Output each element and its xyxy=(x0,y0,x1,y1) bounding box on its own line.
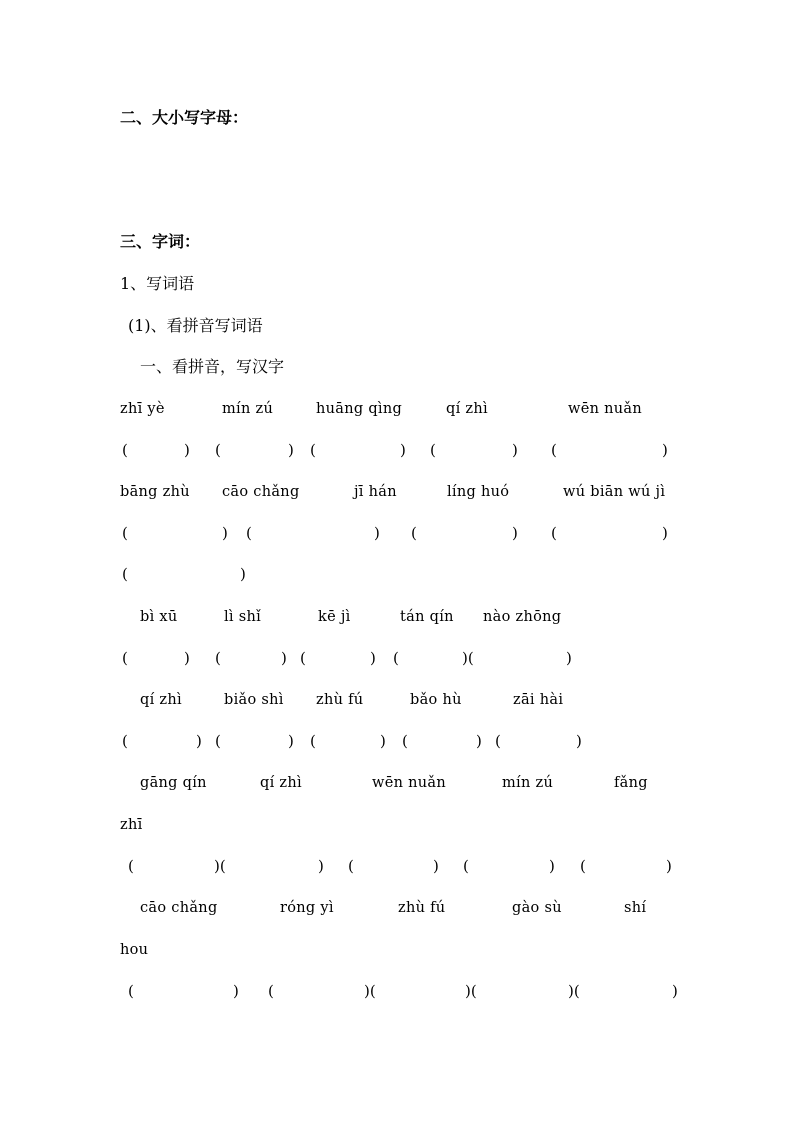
answer-bracket-line-extra xyxy=(0,559,794,589)
pinyin-word: mín zú xyxy=(222,401,274,417)
bracket-open: ( xyxy=(495,732,501,750)
pinyin-word: zhù fú xyxy=(398,900,446,916)
pinyin-line xyxy=(0,685,794,715)
pinyin-word: gào sù xyxy=(512,900,562,916)
pinyin-line xyxy=(0,394,794,424)
section2-heading-line xyxy=(0,103,794,133)
pinyin-word: bāng zhù xyxy=(120,484,190,500)
bracket-open: ( xyxy=(246,524,252,542)
bracket-open: ( xyxy=(122,649,128,667)
pinyin-word: cāo chǎng xyxy=(222,484,300,500)
pinyin-word: qí zhì xyxy=(260,775,302,791)
pinyin-word: biǎo shì xyxy=(224,692,284,708)
bracket-close: ) xyxy=(549,857,555,875)
pinyin-word: wēn nuǎn xyxy=(372,775,447,791)
bracket-open: ( xyxy=(463,857,469,875)
bracket-open: ( xyxy=(122,732,128,750)
item1-title: 1、写词语 xyxy=(120,274,195,293)
bracket-close: ) xyxy=(672,982,678,1000)
bracket-open: ( xyxy=(128,982,134,1000)
bracket-close: ) xyxy=(184,649,190,667)
bracket-open: ( xyxy=(393,649,399,667)
bracket-close: ) xyxy=(512,441,518,459)
bracket-open: ( xyxy=(310,441,316,459)
pinyin-line xyxy=(0,768,794,798)
bracket-close: ) xyxy=(222,524,228,542)
bracket-open: ( xyxy=(551,441,557,459)
pinyin-word: zhù fú xyxy=(316,692,364,708)
pinyin-word: huāng qìng xyxy=(316,401,403,417)
answer-bracket-line xyxy=(0,518,794,548)
pinyin-word: cāo chǎng xyxy=(140,900,218,916)
bracket-close: ) xyxy=(666,857,672,875)
section2-heading: 二、大小写字母： xyxy=(120,108,249,127)
bracket-close: ) xyxy=(400,441,406,459)
answer-bracket-line xyxy=(0,726,794,756)
pinyin-wrap-line xyxy=(0,810,794,840)
bracket-open: ( xyxy=(310,732,316,750)
pinyin-line xyxy=(0,602,794,632)
pinyin-word: lì shǐ xyxy=(224,609,262,625)
bracket-close: ) xyxy=(184,441,190,459)
bracket-close-open: )( xyxy=(214,857,226,875)
pinyin-word: nào zhōng xyxy=(483,609,562,625)
bracket-open: ( xyxy=(215,441,221,459)
pinyin-word: kē jì xyxy=(318,609,351,625)
pinyin-word: tán qín xyxy=(400,609,454,625)
bracket-close: ) xyxy=(196,732,202,750)
answer-bracket-line xyxy=(0,851,794,881)
pinyin-word-wrap: zhī xyxy=(120,817,143,833)
bracket-open: ( xyxy=(402,732,408,750)
bracket-close: ) xyxy=(576,732,582,750)
pinyin-line xyxy=(0,477,794,507)
pinyin-word: líng huó xyxy=(447,484,510,500)
bracket-close: ) xyxy=(566,649,572,667)
bracket-open: ( xyxy=(580,857,586,875)
sub-heading-line xyxy=(0,352,794,382)
bracket-open: ( xyxy=(300,649,306,667)
pinyin-word: mín zú xyxy=(502,775,554,791)
bracket-open: ( xyxy=(551,524,557,542)
pinyin-word: qí zhì xyxy=(446,401,488,417)
answer-bracket-line xyxy=(0,976,794,1006)
bracket-open: ( xyxy=(268,982,274,1000)
pinyin-word: jī hán xyxy=(354,484,397,500)
pinyin-word: shí xyxy=(624,900,647,916)
bracket-close: ) xyxy=(240,565,246,583)
bracket-open: ( xyxy=(215,649,221,667)
pinyin-wrap-line xyxy=(0,935,794,965)
pinyin-word: gāng qín xyxy=(140,775,207,791)
bracket-close: )( xyxy=(462,649,474,667)
item1-line xyxy=(0,269,794,299)
bracket-close: ) xyxy=(374,524,380,542)
bracket-open: ( xyxy=(122,565,128,583)
bracket-close: ) xyxy=(318,857,324,875)
answer-bracket-line xyxy=(0,435,794,465)
pinyin-word: bǎo hù xyxy=(410,692,462,708)
bracket-open: ( xyxy=(122,441,128,459)
bracket-close: ) xyxy=(370,649,376,667)
pinyin-word: wú biān wú jì xyxy=(563,484,666,500)
item1-1-title: (1)、看拼音写词语 xyxy=(128,316,263,335)
pinyin-word: fǎng xyxy=(614,775,648,791)
bracket-close-open: )( xyxy=(364,982,376,1000)
bracket-open: ( xyxy=(128,857,134,875)
bracket-close: ) xyxy=(662,524,668,542)
pinyin-word: zāi hài xyxy=(513,692,564,708)
bracket-close: ) xyxy=(476,732,482,750)
pinyin-word: bì xū xyxy=(140,609,178,625)
answer-bracket-line xyxy=(0,643,794,673)
item1-1-line xyxy=(0,311,794,341)
pinyin-word: qí zhì xyxy=(140,692,182,708)
bracket-close-open: )( xyxy=(465,982,477,1000)
bracket-close: ) xyxy=(380,732,386,750)
bracket-close: ) xyxy=(281,649,287,667)
pinyin-line xyxy=(0,893,794,923)
bracket-open: ( xyxy=(411,524,417,542)
pinyin-word: róng yì xyxy=(280,900,334,916)
pinyin-word-wrap: hou xyxy=(120,942,149,958)
pinyin-word: wēn nuǎn xyxy=(568,401,643,417)
bracket-open: ( xyxy=(430,441,436,459)
pinyin-word: zhī yè xyxy=(120,401,165,417)
bracket-close: ) xyxy=(233,982,239,1000)
bracket-close: ) xyxy=(288,441,294,459)
bracket-close: ) xyxy=(433,857,439,875)
bracket-open: ( xyxy=(122,524,128,542)
bracket-close-open: )( xyxy=(568,982,580,1000)
sub-heading: 一、看拼音，写汉字 xyxy=(140,357,285,376)
bracket-open: ( xyxy=(215,732,221,750)
bracket-close: ) xyxy=(512,524,518,542)
bracket-close: ) xyxy=(288,732,294,750)
bracket-open: ( xyxy=(348,857,354,875)
section3-heading-line xyxy=(0,227,794,257)
section3-heading: 三、字词： xyxy=(120,232,201,251)
bracket-close: ) xyxy=(662,441,668,459)
